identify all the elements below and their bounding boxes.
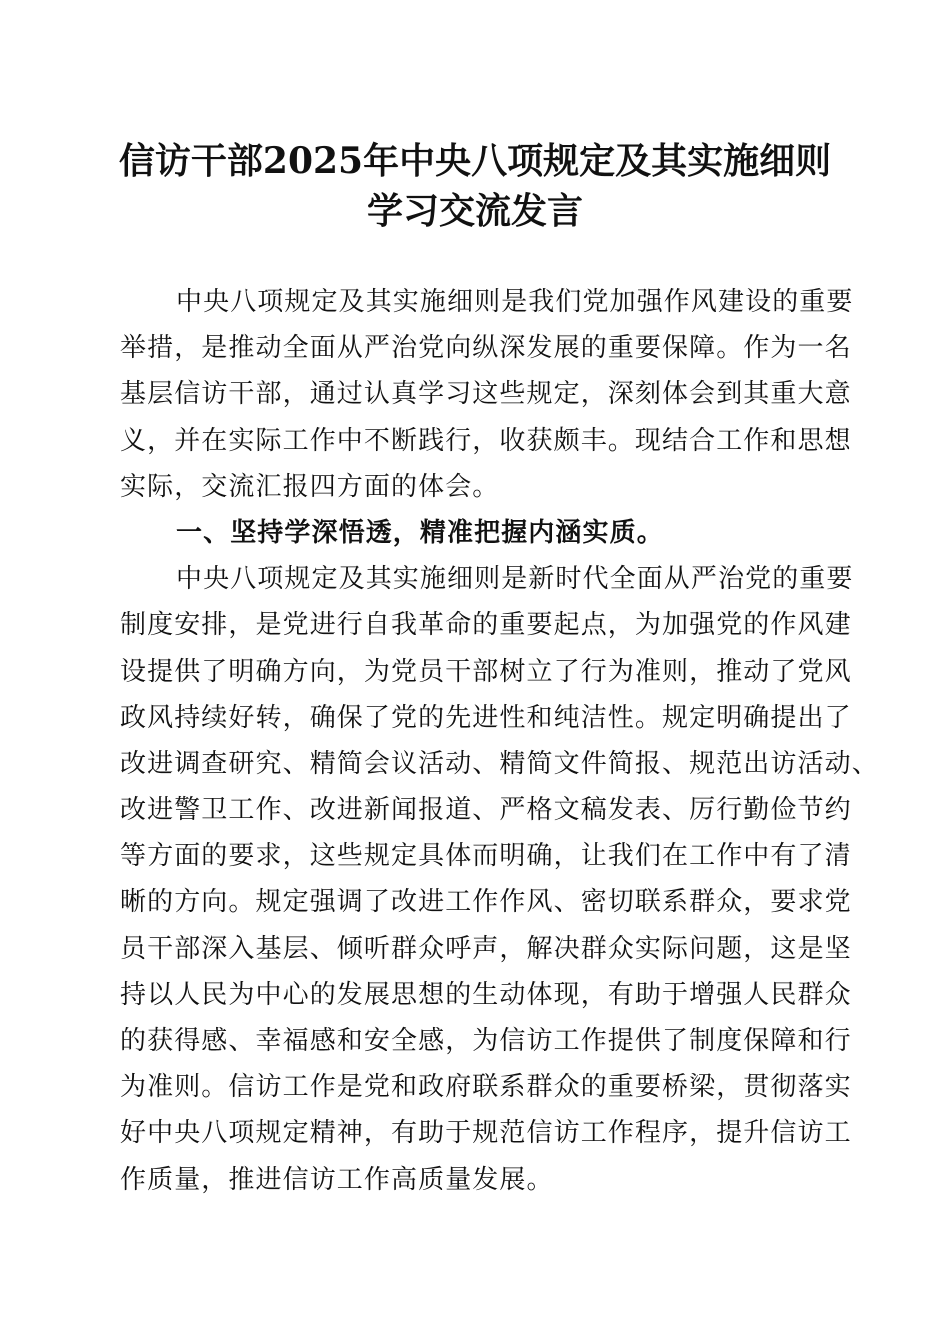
text-line: 政风持续好转，确保了党的先进性和纯洁性。规定明确提出了 [120,702,852,733]
document-title [0,136,950,236]
text-line: 设提供了明确方向，为党员干部树立了行为准则，推动了党风 [120,656,852,687]
text-line: 中央八项规定及其实施细则是新时代全面从严治党的重要 [176,564,854,595]
title-line-1: 信访干部2025年中央八项规定及其实施细则 [118,140,832,182]
text-line: 等方面的要求，这些规定具体而明确，让我们在工作中有了清 [120,841,852,872]
section-1-heading [120,510,832,556]
document-body [120,279,879,1203]
text-line: 作质量，推进信访工作高质量发展。 [120,1164,554,1195]
text-line: 持以人民为中心的发展思想的生动体现，有助于增强人民群众 [120,979,852,1010]
text-line: 员干部深入基层、倾听群众呼声，解决群众实际问题，这是坚 [120,933,852,964]
text-line: 实际，交流汇报四方面的体会。 [120,471,500,502]
text-line: 改进警卫工作、改进新闻报道、严格文稿发表、厉行勤俭节约 [120,795,852,826]
intro-paragraph [120,279,854,510]
text-line: 基层信访干部，通过认真学习这些规定，深刻体会到其重大意 [120,379,852,410]
text-line: 义，并在实际工作中不断践行，收获颇丰。现结合工作和思想 [120,425,852,456]
text-line: 改进调查研究、精简会议活动、精简文件简报、规范出访活动、 [120,748,879,779]
section-1-paragraph [120,556,879,1203]
text-line: 举措，是推动全面从严治党向纵深发展的重要保障。作为一名 [120,333,852,364]
text-line: 晰的方向。规定强调了改进工作作风、密切联系群众，要求党 [120,887,852,918]
title-line-2: 学习交流发言 [366,190,583,232]
text-line: 制度安排，是党进行自我革命的重要起点，为加强党的作风建 [120,610,852,641]
text-line: 中央八项规定及其实施细则是我们党加强作风建设的重要 [176,287,854,317]
text-line: 好中央八项规定精神，有助于规范信访工作程序，提升信访工 [120,1118,852,1149]
text-line: 的获得感、幸福感和安全感，为信访工作提供了制度保障和行 [120,1026,852,1056]
section-heading-text: 一、坚持学深悟透，精准把握内涵实质。 [176,517,664,548]
text-line: 为准则。信访工作是党和政府联系群众的重要桥梁，贯彻落实 [120,1072,852,1103]
